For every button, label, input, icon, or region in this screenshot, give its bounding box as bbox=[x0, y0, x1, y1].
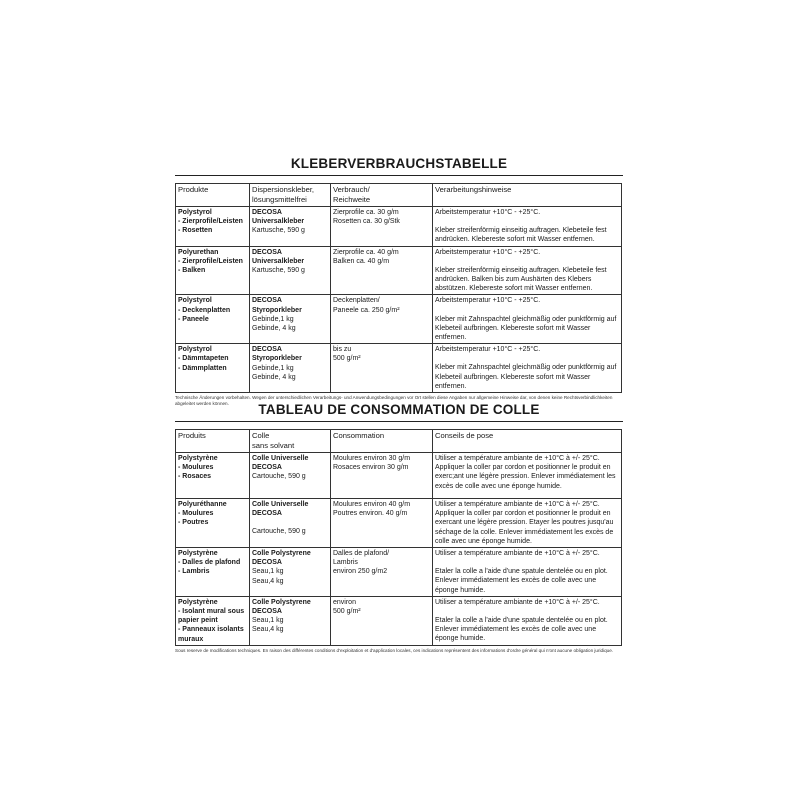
product-cell: Polyuréthanne - Moulures - Poutres bbox=[176, 499, 250, 548]
table-row bbox=[176, 246, 622, 295]
consumption-cell: bis zu 500 g/m² bbox=[331, 344, 433, 393]
french-header-row bbox=[176, 430, 622, 453]
german-header-row bbox=[176, 184, 622, 207]
header-hints: Verarbeitungshinweise bbox=[433, 184, 622, 207]
table-row bbox=[176, 596, 622, 645]
hint-cell: Arbeitstemperatur +10°C - +25°C. Kleber streifenförmig einseitig auftragen. Klebeteile fest andrücken. Klebereste sofort mit Wasser entfernen. bbox=[433, 207, 622, 247]
french-disclaimer: Sous reserve de modifications techniques. En raison des différentes conditions d'exploitation et d'application locales, ces indications représentent des informations d'ordre général qui n'ont aucune obligation juridique. bbox=[175, 647, 614, 653]
hint-cell: Arbeitstemperatur +10°C - +25°C. Kleber streifenförmig einseitig auftragen. Klebeteile fest andrücken. Balken bis zum Aushärten des Klebers abstützen. Klebereste sofort mit Wasser entfernen. bbox=[433, 246, 622, 295]
consumption-cell: Deckenplatten/ Paneele ca. 250 g/m² bbox=[331, 295, 433, 344]
consumption-cell: Zierprofile ca. 30 g/m Rosetten ca. 30 g/Stk bbox=[331, 207, 433, 247]
consumption-cell: Moulures environ 40 g/m Poutres environ. 40 g/m bbox=[331, 499, 433, 548]
hint-cell: Utiliser a température ambiante de +10°C à +/- 25°C. Appliquer la coller par cordon et positionner le produit en exerc;ant une légère pression. Enlever immédiatement les excès de colle avec une éponge humide. bbox=[433, 453, 622, 499]
product-cell: Polystyrène - Moulures - Rosaces bbox=[176, 453, 250, 499]
table-row bbox=[176, 207, 622, 247]
header-products: Produkte bbox=[176, 184, 250, 207]
consumption-cell: Dalles de plafond/ Lambris environ 250 g/m2 bbox=[331, 548, 433, 597]
glue-cell: DECOSA Styroporkleber Gebinde,1 kg Gebinde, 4 kg bbox=[250, 344, 331, 393]
french-table bbox=[175, 429, 622, 646]
table-row bbox=[176, 453, 622, 499]
glue-cell: DECOSA Styroporkleber Gebinde,1 kg Gebinde, 4 kg bbox=[250, 295, 331, 344]
hint-cell: Utiliser a température ambiante de +10°C à +/- 25°C. Etaler la colle a l'aide d'une spatule dentelée ou en plot. Enlever immédiatement les excès de colle avec une éponge humide. bbox=[433, 548, 622, 597]
header-glue: Dispersionskleber, lösungsmittelfrei bbox=[250, 184, 331, 207]
glue-cell: DECOSA Universalkleber Kartusche, 590 g bbox=[250, 246, 331, 295]
header-products: Produits bbox=[176, 430, 250, 453]
consumption-cell: Moulures environ 30 g/m Rosaces environ 30 g/m bbox=[331, 453, 433, 499]
german-title: KLEBERVERBRAUCHSTABELLE bbox=[175, 156, 623, 176]
german-table bbox=[175, 183, 622, 393]
french-title: TABLEAU DE CONSOMMATION DE COLLE bbox=[175, 402, 623, 422]
header-hints: Conseils de pose bbox=[433, 430, 622, 453]
german-section bbox=[175, 156, 623, 407]
consumption-cell: environ 500 g/m² bbox=[331, 596, 433, 645]
french-section bbox=[175, 402, 623, 654]
glue-cell: Colle Polystyrene DECOSA Seau,1 kg Seau,4 kg bbox=[250, 596, 331, 645]
hint-cell: Arbeitstemperatur +10°C - +25°C. Kleber mit Zahnspachtel gleichmäßig oder punktförmig auf Klebeteil aufbringen. Klebereste sofort mit Wasser entfernen. bbox=[433, 344, 622, 393]
hint-cell: Utiliser a température ambiante de +10°C à +/- 25°C. Appliquer la coller par cordon et positionner le produit en exercant une légère pression. Etayer les poutres jusqu'au séchage de la colle. Enlever immédiatement les excès de colle avec une éponge humide. bbox=[433, 499, 622, 548]
product-cell: Polystyrène - Dalles de plafond - Lambris bbox=[176, 548, 250, 597]
product-cell: Polystyrol - Dämmtapeten - Dämmplatten bbox=[176, 344, 250, 393]
header-consumption: Verbrauch/ Reichweite bbox=[331, 184, 433, 207]
glue-cell: Colle Universelle DECOSA Cartouche, 590 g bbox=[250, 453, 331, 499]
product-cell: Polystyrène - Isolant mural sous papier peint - Panneaux isolants muraux bbox=[176, 596, 250, 645]
consumption-cell: Zierprofile ca. 40 g/m Balken ca. 40 g/m bbox=[331, 246, 433, 295]
glue-cell: DECOSA Universalkleber Kartusche, 590 g bbox=[250, 207, 331, 247]
german-disclaimer: Technische Änderungen vorbehalten. Wegen der unterschiedlichen Verarbeitungs- und Anwendungsbedingungen vor Ort stellen diese Angaben nur allgemeine Hinweise dar, von denen keine Rechtsverbindlichkeiten abgeleitet werden können. bbox=[175, 395, 613, 407]
hint-cell: Utiliser a température ambiante de +10°C à +/- 25°C. Etaler la colle a l'aide d'une spatule dentelée ou en plot. Enlever immédiatement les excès de colle avec une éponge humide. bbox=[433, 596, 622, 645]
glue-cell: Colle Universelle DECOSA Cartouche, 590 g bbox=[250, 499, 331, 548]
glue-cell: Colle Polystyrene DECOSA Seau,1 kg Seau,4 kg bbox=[250, 548, 331, 597]
table-row bbox=[176, 499, 622, 548]
header-glue: Colle sans solvant bbox=[250, 430, 331, 453]
table-row bbox=[176, 548, 622, 597]
product-cell: Polyurethan - Zierprofile/Leisten - Balken bbox=[176, 246, 250, 295]
header-consumption: Consommation bbox=[331, 430, 433, 453]
table-row bbox=[176, 344, 622, 393]
hint-cell: Arbeitstemperatur +10°C - +25°C. Kleber mit Zahnspachtel gleichmäßig oder punktförmig auf Klebeteil aufbringen. Klebereste sofort mit Wasser entfernen. bbox=[433, 295, 622, 344]
table-row bbox=[176, 295, 622, 344]
product-cell: Polystyrol - Deckenplatten - Paneele bbox=[176, 295, 250, 344]
product-cell: Polystyrol - Zierprofile/Leisten - Rosetten bbox=[176, 207, 250, 247]
